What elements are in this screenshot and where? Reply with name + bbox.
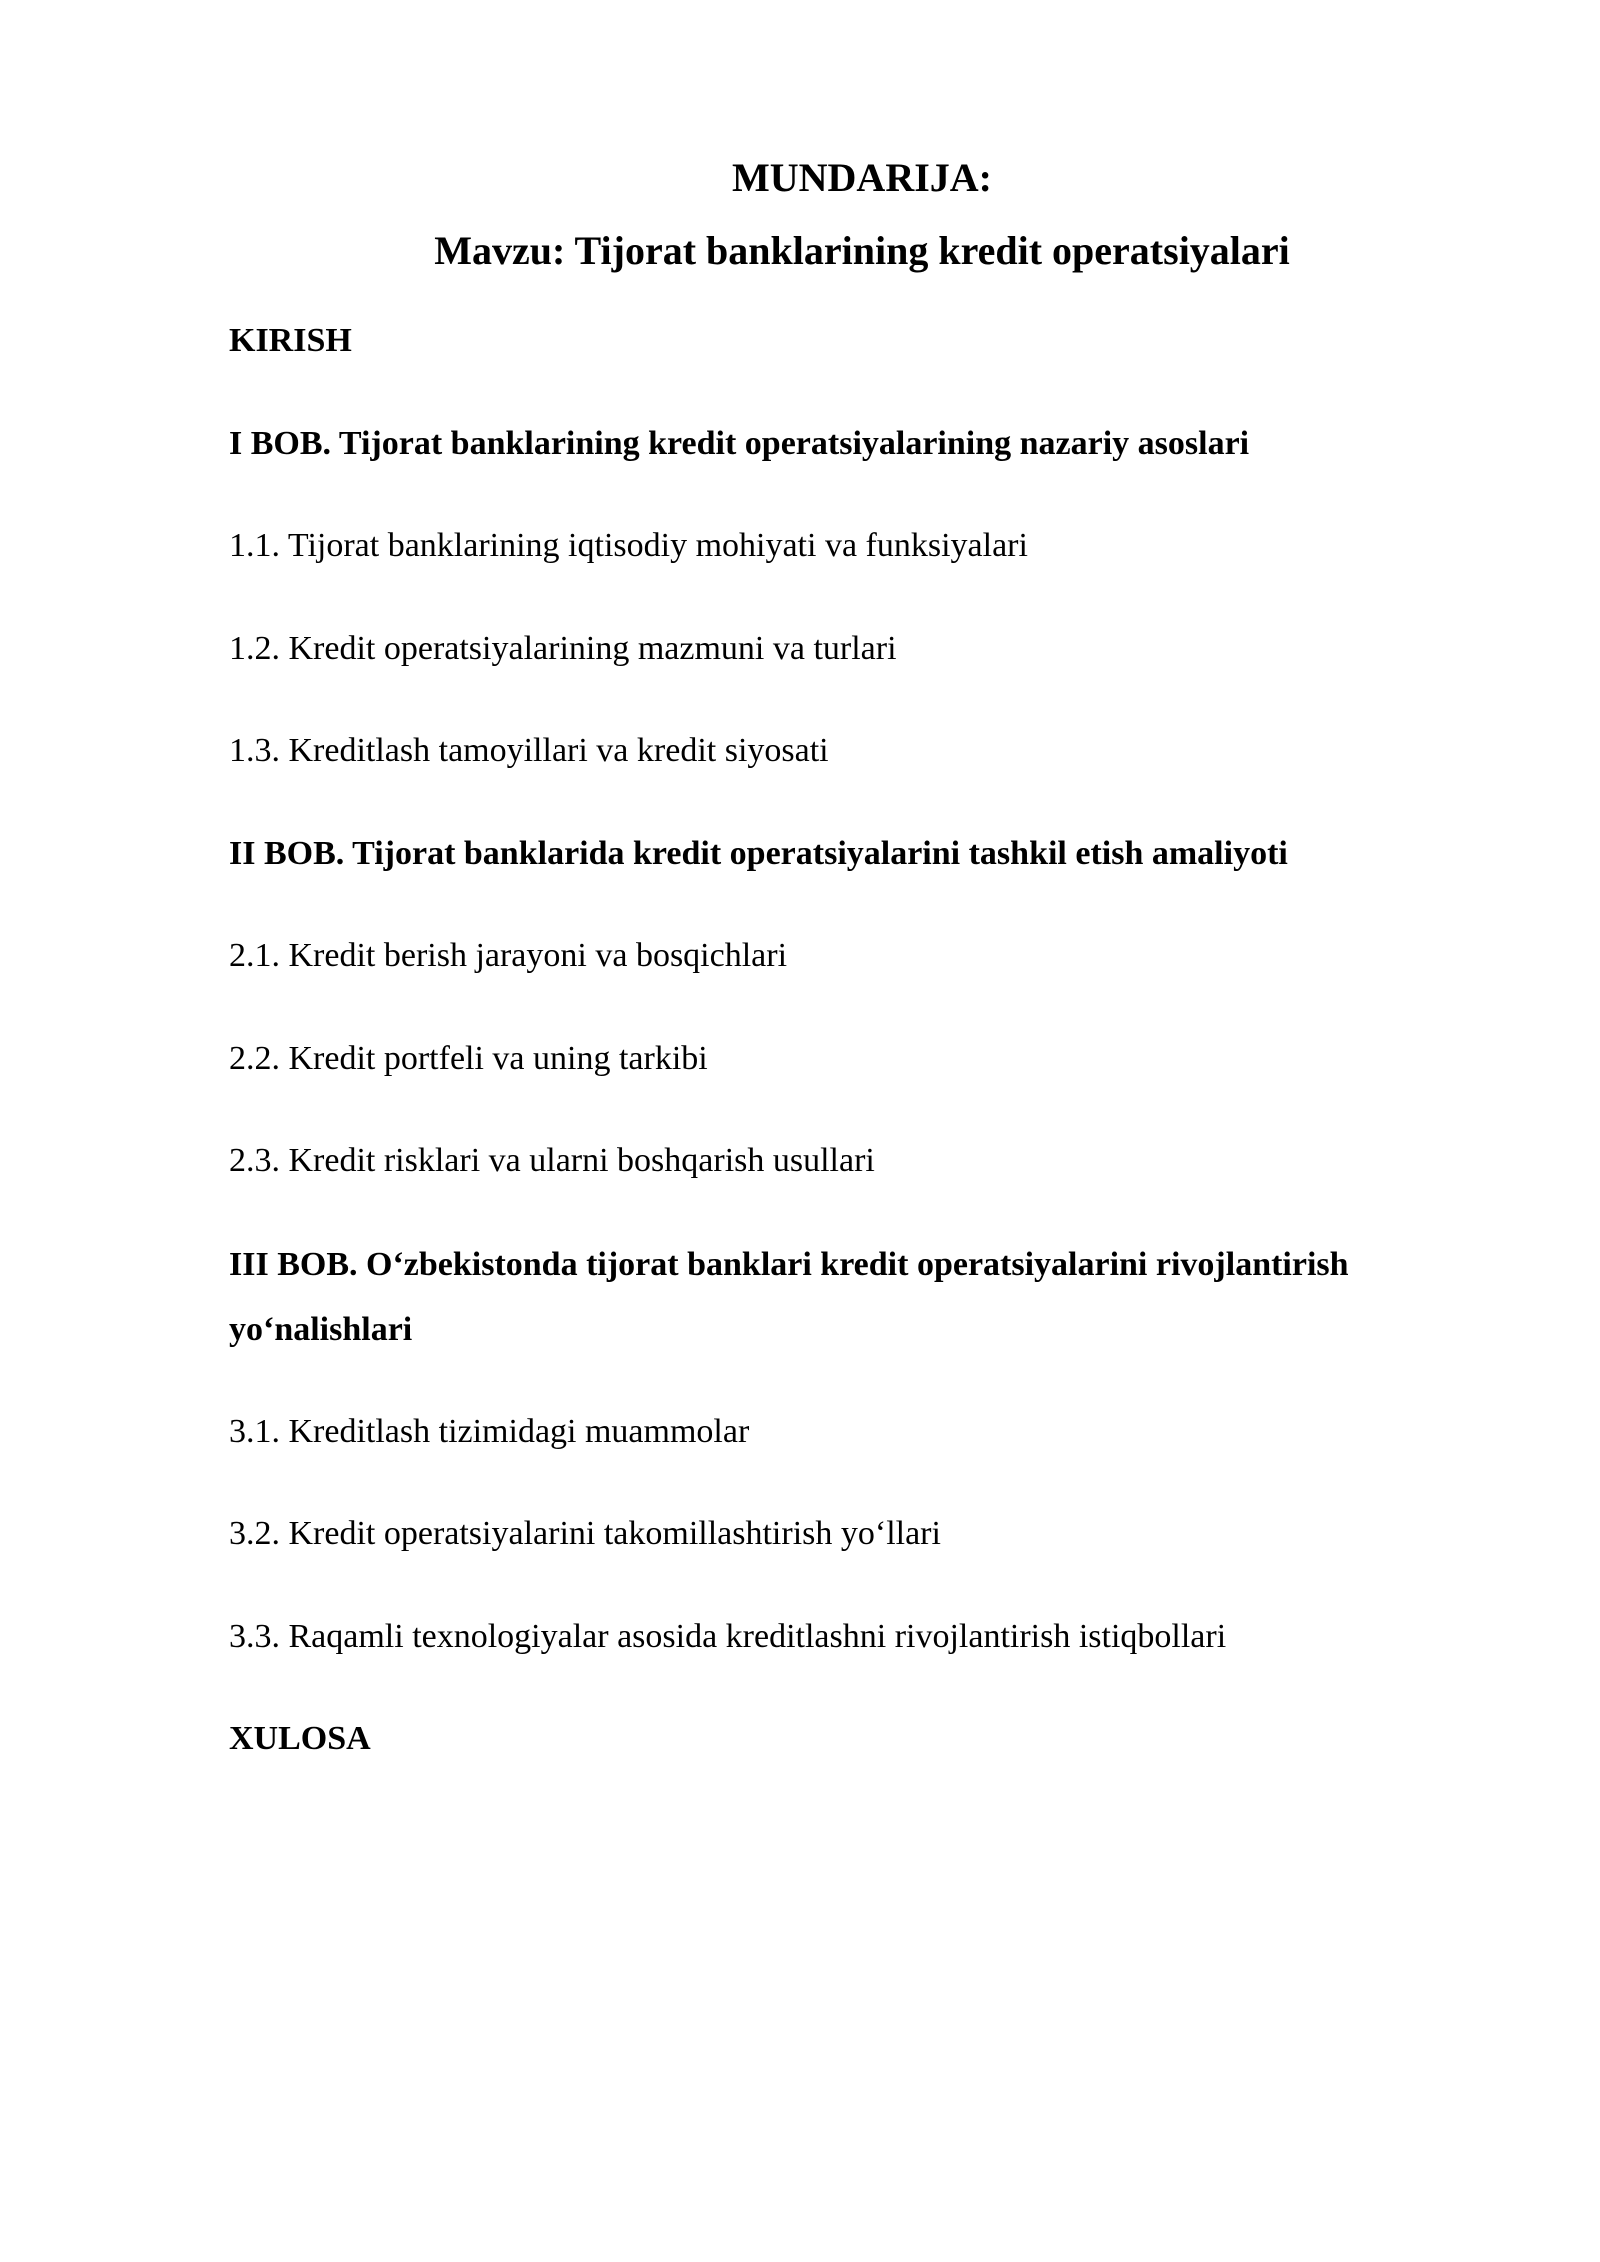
toc-section-3-2: 3.2. Kredit operatsiyalarini takomillashtirish yo‘llari — [229, 1515, 941, 1552]
topic-title: Mavzu: Tijorat banklarining kredit operatsiyalari — [434, 228, 1290, 273]
toc-section-1-1: 1.1. Tijorat banklarining iqtisodiy mohiyati va funksiyalari — [229, 527, 1028, 564]
toc-conclusion: XULOSA — [229, 1720, 371, 1757]
toc-chapter-1-title: I BOB. Tijorat banklarining kredit operatsiyalarining nazariy asoslari — [229, 425, 1250, 462]
toc-chapter-3-title: III BOB. O‘zbekistonda tijorat banklari kredit operatsiyalarini rivojlantirish yo‘nalishlari — [229, 1246, 1349, 1348]
contents-heading: MUNDARIJA: — [732, 155, 992, 200]
toc-section-1-2: 1.2. Kredit operatsiyalarining mazmuni va turlari — [229, 630, 897, 667]
toc-section-2-1: 2.1. Kredit berish jarayoni va bosqichlari — [229, 937, 788, 974]
toc-chapter-2-title: II BOB. Tijorat banklarida kredit operatsiyalarini tashkil etish amaliyoti — [229, 835, 1288, 872]
toc-intro: KIRISH — [229, 322, 352, 359]
toc-section-3-1: 3.1. Kreditlash tizimidagi muammolar — [229, 1413, 750, 1450]
toc-section-2-3: 2.3. Kredit risklari va ularni boshqarish usullari — [229, 1142, 875, 1179]
toc-section-3-3: 3.3. Raqamli texnologiyalar asosida kreditlashni rivojlantirish istiqbollari — [229, 1618, 1227, 1655]
toc-section-1-3: 1.3. Kreditlash tamoyillari va kredit siyosati — [229, 732, 829, 769]
toc-section-2-2: 2.2. Kredit portfeli va uning tarkibi — [229, 1040, 708, 1077]
